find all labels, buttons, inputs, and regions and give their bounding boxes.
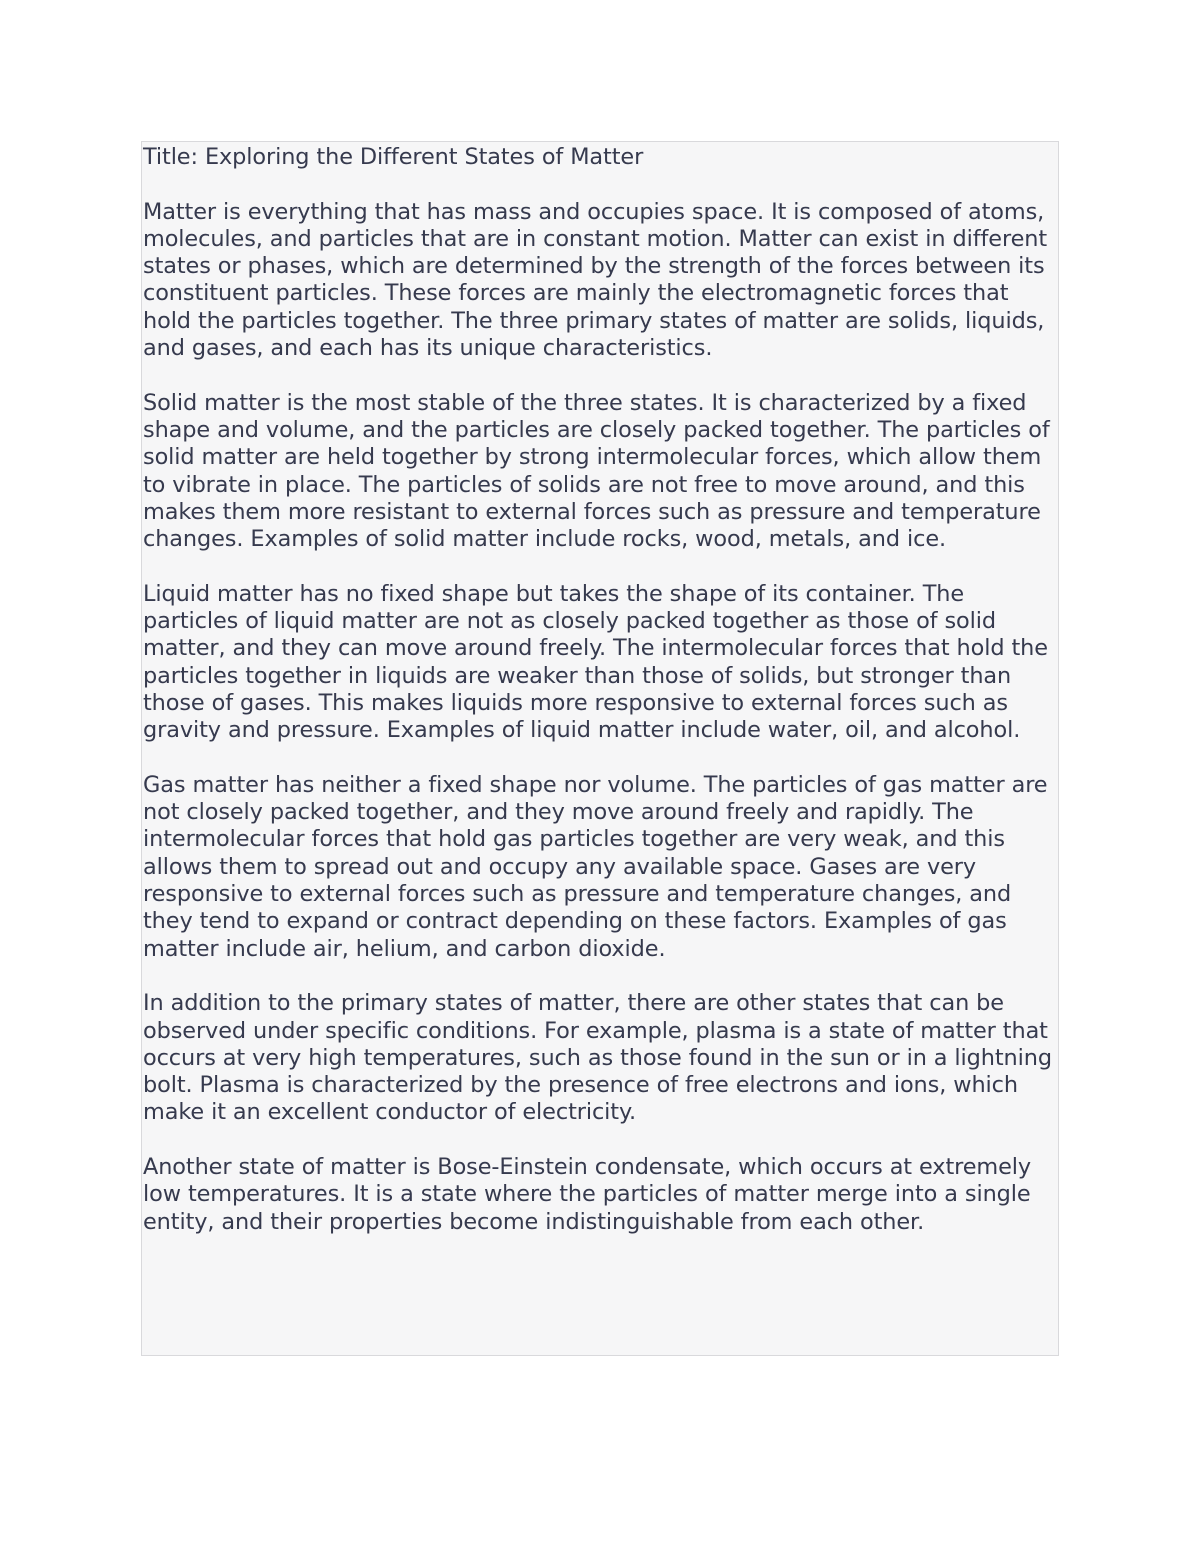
document-title: Title: Exploring the Different States of Matter: [143, 144, 644, 170]
paragraph-gas: Gas matter has neither a fixed shape nor volume. The particles of gas matter are not closely packed together, and they move around freely and rapidly. The intermolecular forces that hold gas particles together are very weak, and this allows them to spread out and occupy any available space. Gases are very responsive to external forces such as pressure and temperature changes, and they tend to expand or contract depending on these factors. Examples of gas matter include air, helium, and carbon dioxide.: [143, 771, 1048, 962]
paragraph-solid: Solid matter is the most stable of the three states. It is characterized by a fixed shape and volume, and the particles are closely packed together. The particles of solid matter are held together by strong intermolecular forces, which allow them to vibrate in place. The particles of solids are not free to move around, and this makes them more resistant to external forces such as pressure and temperature changes. Examples of solid matter include rocks, wood, metals, and ice.: [143, 389, 1050, 553]
paragraph-bose-einstein: Another state of matter is Bose-Einstein condensate, which occurs at extremely low temperatures. It is a state where the particles of matter merge into a single entity, and their properties become indistinguishable from each other.: [143, 1153, 1032, 1235]
paragraph-liquid: Liquid matter has no fixed shape but takes the shape of its container. The particles of liquid matter are not as closely packed together as those of solid matter, and they can move around freely. The intermolecular forces that hold the particles together in liquids are weaker than those of solids, but stronger than those of gases. This makes liquids more responsive to external forces such as gravity and pressure. Examples of liquid matter include water, oil, and alcohol.: [143, 580, 1048, 744]
paragraph-plasma: In addition to the primary states of matter, there are other states that can be observed under specific conditions. For example, plasma is a state of matter that occurs at very high temperatures, such as those found in the sun or in a lightning bolt. Plasma is characterized by the presence of free electrons and ions, which make it an excellent conductor of electricity.: [143, 990, 1052, 1126]
paragraph-intro: Matter is everything that has mass and occupies space. It is composed of atoms, molecules, and particles that are in constant motion. Matter can exist in different states or phases, which are determined by the strength of the forces between its constituent particles. These forces are mainly the electromagnetic forces that hold the particles together. The three primary states of matter are solids, liquids, and gases, and each has its unique characteristics.: [143, 198, 1048, 362]
document-text-box: [141, 141, 1059, 1356]
